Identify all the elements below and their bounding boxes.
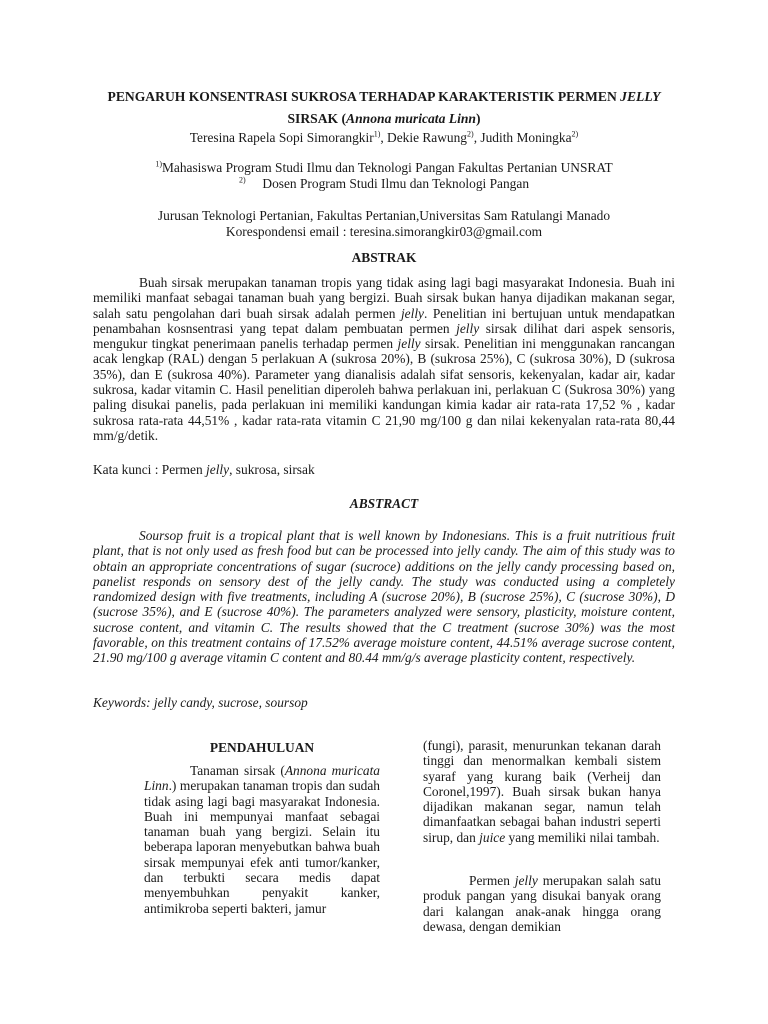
pendahuluan-column-2: (fungi), parasit, menurunkan tekanan darah tinggi dan menormalkan kembali sistem syaraf yang kurang baik (Verheij dan Coronel,1997). Buah sirsak bukan hanya dijadikan makanan segar, namun telah dimanfaatkan sebagai bahan industri seperti sirup, dan juice yang memiliki nilai tambah. — [423, 738, 661, 845]
abstrak-heading: ABSTRAK — [351, 250, 417, 265]
title-line-2: SIRSAK (Annona muricata Linn) — [287, 111, 481, 126]
title-line-1: PENGARUH KONSENTRASI SUKROSA TERHADAP KARAKTERISTIK PERMEN JELLY — [107, 89, 661, 104]
department: Jurusan Teknologi Pertanian, Fakultas Pertanian,Universitas Sam Ratulangi Manado — [157, 208, 611, 223]
author-list: Teresina Rapela Sopi Simorangkir$^{1)}$, Dekie Rawung$^{2)}$, Judith Moningka$^{2)}$ — [189, 129, 579, 145]
keywords: Keywords: jelly candy, sucrose, soursop — [93, 695, 308, 710]
correspondence-email: Korespondensi email : teresina.simorangkir03@gmail.com — [225, 223, 543, 239]
kata-kunci: Kata kunci : Permen jelly, sukrosa, sirsak — [93, 462, 315, 477]
abstrak-paragraph: Buah sirsak merupakan tanaman tropis yang tidak asing lagi bagi masyarakat Indonesia. Buah ini memiliki manfaat sebagai tanaman buah yang bergizi. Buah sirsak bukan hanya dijadikan makanan segar, salah satu pengolahan dari buah sirsak adalah permen jelly. Penelitian ini bertujuan untuk mendapatkan penambahan kosnsentrasi yang tepat dalam pembuatan permen jelly sirsak dilihat dari aspek sensoris, mengukur tingkat penerimaan panelis terhadap permen jelly sirsak. Penelitian ini menggunakan rancangan acak lengkap (RAL) dengan 5 perlakuan A (sukrosa 20%), B (sukrosa 25%), C (sukrosa 30%), D (sukrosa 35%), dan E (sukrosa 40%). Parameter yang dianalisis adalah sifat sensoris, kekenyalan, kadar air, kadar sukrosa, kadar vitamin C. Hasil penelitian diperoleh bahwa perlakuan ini, perlakuan C (Sukrosa 30%) yang paling disukai panelis, pada perlakuan ini memiliki kandungan kimia kadar air rata-rata 17,52 % , kadar sukrosa rata-rata 44,51% , kadar rata-rata vitamin C 21,90 mg/100 g dan nilai kekenyalan rata-rata 80,44 mm/g/detik. — [93, 275, 676, 443]
paper-title — [70, 86, 698, 130]
institution — [70, 208, 698, 239]
affiliation-1: $^{1)}$Mahasiswa Program Studi Ilmu dan Teknologi Pangan Fakultas Pertanian UNSRAT — [155, 159, 613, 175]
pendahuluan-column-1: Tanaman sirsak (Annona muricata Linn.) merupakan tanaman tropis dan sudah tidak asing lagi bagi masyarakat Indonesia. Buah ini mempunyai manfaat sebagai tanaman buah yang bergizi. Selain itu beberapa laporan menyebutkan bahwa buah sirsak mempunyai efek anti tumor/kanker, dan terbukti secara medis dapat menyembuhkan penyakit kanker, antimikroba seperti bakteri, jamur — [144, 763, 381, 916]
abstract-paragraph: Soursop fruit is a tropical plant that is well known by Indonesians. This is a fruit nutritious fruit plant, that is not only used as fresh food but can be processed into jelly candy. The aim of this study was to obtain an appropriate concentrations of sugar (sucroce) additions on the jelly candy processing based on, panelist responds on sensory dest of the jelly candy. The study was conducted using a completely randomized design with five treatments, including A (sucrose 20%), B (sucrose 25%), C (sucrose 30%), D (sucrose 35%), and E (sucrose 40%). The parameters analyzed were sensory, plasticity, moisture content, sucrose content, and vitamin C. The results showed that the C treatment (sucrose 30%) was the most favorable, on this treatment contains of 17.52% average moisture content, 44.51% average sucrose content, 21.90 mg/100 g average vitamin C content and 80.44 mm/g/s average plasticity content, respectively. — [93, 528, 675, 666]
abstract-heading: ABSTRACT — [349, 496, 419, 511]
affiliations — [70, 160, 698, 191]
pendahuluan-heading: PENDAHULUAN — [209, 740, 315, 755]
pendahuluan-column-2-paragraph-2: Permen jelly merupakan salah satu produk pangan yang disukai banyak orang dari kalangan anak-anak hingga orang dewasa, dengan demikian — [423, 873, 661, 934]
affiliation-2: $^{2)}$ Dosen Program Studi Ilmu dan Teknologi Pangan — [238, 175, 530, 191]
